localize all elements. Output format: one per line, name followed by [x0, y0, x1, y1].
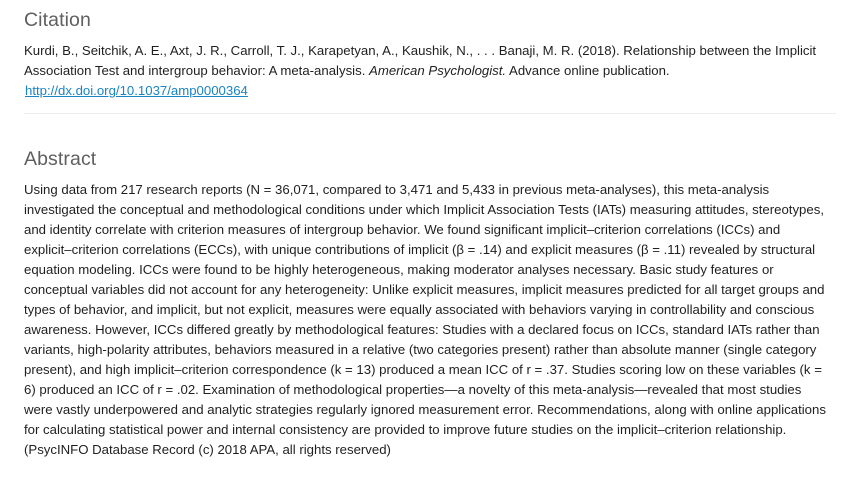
abstract-body: Using data from 217 research reports (N = 36,071, compared to 3,471 and 5,433 in previous meta-analyses), this meta-analysis investigated the conceptual and methodological conditions under which Implicit Association Tests (IATs) measuring attitudes, stereotypes, and identity correlate with criterion measures of intergroup behavior. We found significant implicit–criterion correlations (ICCs) and explicit–criterion correlations (ECCs), with unique contributions of implicit (β = .14) and explicit measures (β = .11) revealed by structural equation modeling. ICCs were found to be highly heterogeneous, making moderator analyses necessary. Basic study features or conceptual variables did not account for any heterogeneity: Unlike explicit measures, implicit measures predicted for all target groups and types of behavior, and implicit, but not explicit, measures were equally associated with behaviors varying in controllability and conscious awareness. However, ICCs differed greatly by methodological features: Studies with a declared focus on ICCs, standard IATs rather than variants, high-polarity attributes, behaviors measured in a relative (two categories present) rather than absolute manner (single category present), and high implicit–criterion correspondence (k = 13) produced a mean ICC of r = .37. Studies scoring low on these variables (k = 6) produced an ICC of r = .02. Examination of methodological properties—a novelty of this meta-analysis—revealed that most studies were vastly underpowered and analytic strategies regularly ignored measurement error. Recommendations, along with online applications for calculating statistical power and internal consistency are provided to improve future studies on the implicit–criterion relationship. (PsycINFO Database Record (c) 2018 APA, all rights reserved): [24, 182, 826, 457]
section-divider: [24, 113, 836, 114]
citation-journal: American Psychologist.: [369, 63, 507, 78]
citation-heading: Citation: [24, 9, 91, 31]
citation-reference: Kurdi, B., Seitchik, A. E., Axt, J. R., Carroll, T. J., Karapetyan, A., Kaushik, N., . . . Banaji, M. R. (2018). Relationship between the Implicit Association Test and intergroup behavior: A meta-analysis.: [24, 43, 817, 78]
citation-block: [24, 41, 836, 101]
abstract-heading: Abstract: [24, 148, 97, 170]
citation-status: Advance online publication.: [506, 63, 670, 78]
doi-link[interactable]: http://dx.doi.org/10.1037/amp0000364: [25, 83, 248, 98]
